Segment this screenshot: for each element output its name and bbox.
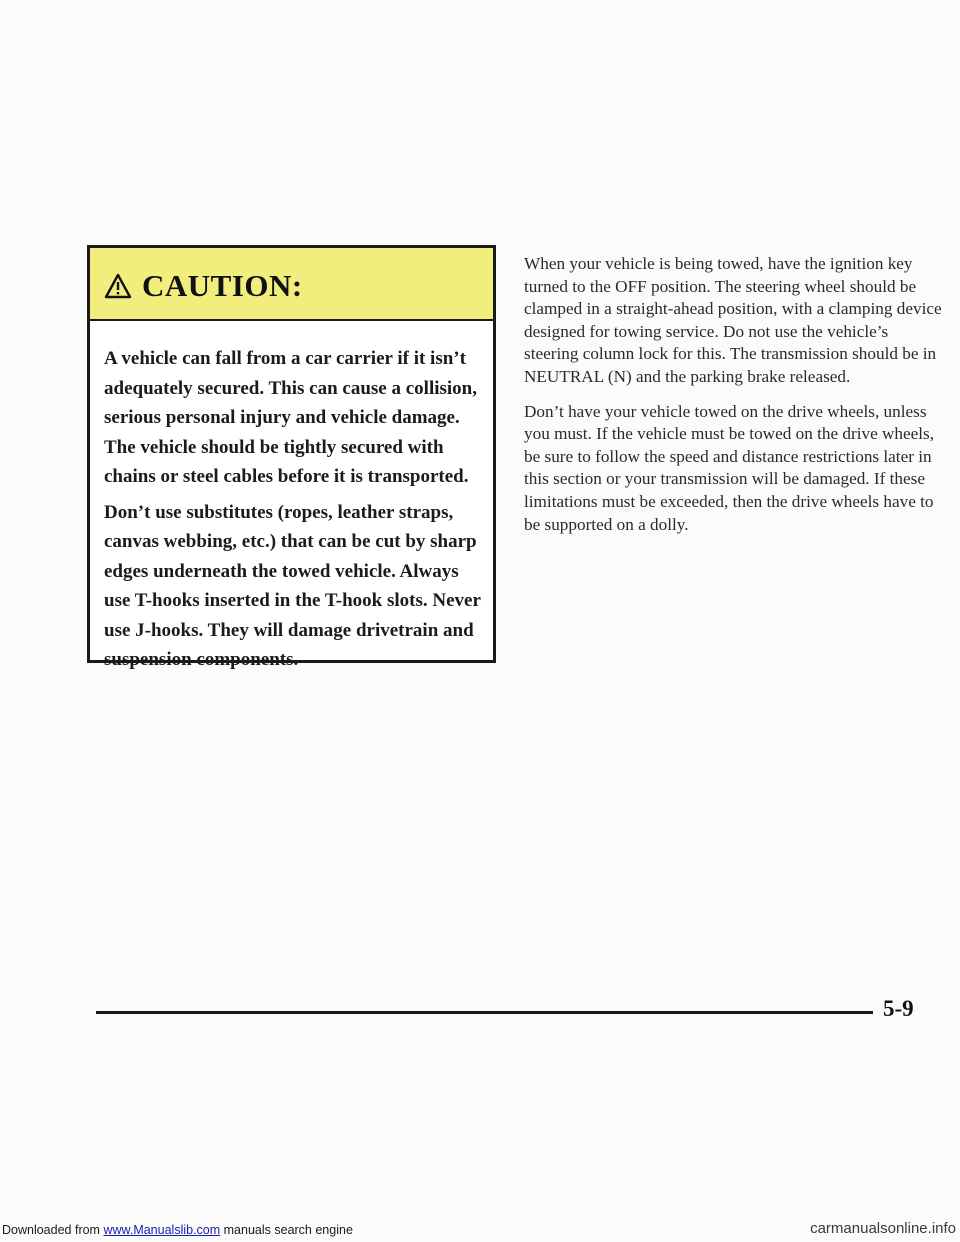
body-text-column xyxy=(524,253,944,548)
caution-paragraph: A vehicle can fall from a car carrier if it isn’t adequately secured. This can cause a collision, serious personal injury and vehicle damage. The vehicle should be tightly secured with chains or steel cables before it is transported. xyxy=(104,348,477,487)
caution-header xyxy=(90,248,493,321)
download-footer xyxy=(2,1223,353,1237)
caution-paragraph: Don’t use substitutes (ropes, leather straps, canvas webbing, etc.) that can be cut by sharp edges underneath the towed vehicle. Always use T-hooks inserted in the T-hook slots. Never use J-hooks. They will damage drivetrain and suspension components. xyxy=(104,501,481,670)
caution-body xyxy=(104,344,489,681)
watermark-text: carmanualsonline.info xyxy=(810,1220,956,1237)
warning-triangle-icon xyxy=(104,273,132,299)
manualslib-link[interactable]: www.Manualslib.com xyxy=(103,1223,221,1237)
body-paragraph: Don’t have your vehicle towed on the drive wheels, unless you must. If the vehicle must be towed on the drive wheels, be sure to follow the speed and distance restrictions later in this section or your transmission will be damaged. If these limitations must be exceeded, then the drive wheels have to be supported on a dolly. xyxy=(524,401,935,534)
footer-suffix: manuals search engine xyxy=(220,1223,353,1237)
page-number: 5-9 xyxy=(883,996,914,1021)
caution-box xyxy=(87,245,496,670)
body-paragraph: When your vehicle is being towed, have the ignition key turned to the OFF position. The steering wheel should be clamped in a straight-ahead position, with a clamping device designed for towing service. Do not use the vehicle’s steering column lock for this. The transmission should be in NEUTRAL (N) and the parking brake released. xyxy=(524,254,942,386)
caution-title: CAUTION: xyxy=(142,267,303,303)
footer-prefix: Downloaded from xyxy=(2,1223,104,1237)
footer-rule xyxy=(96,1011,873,1014)
